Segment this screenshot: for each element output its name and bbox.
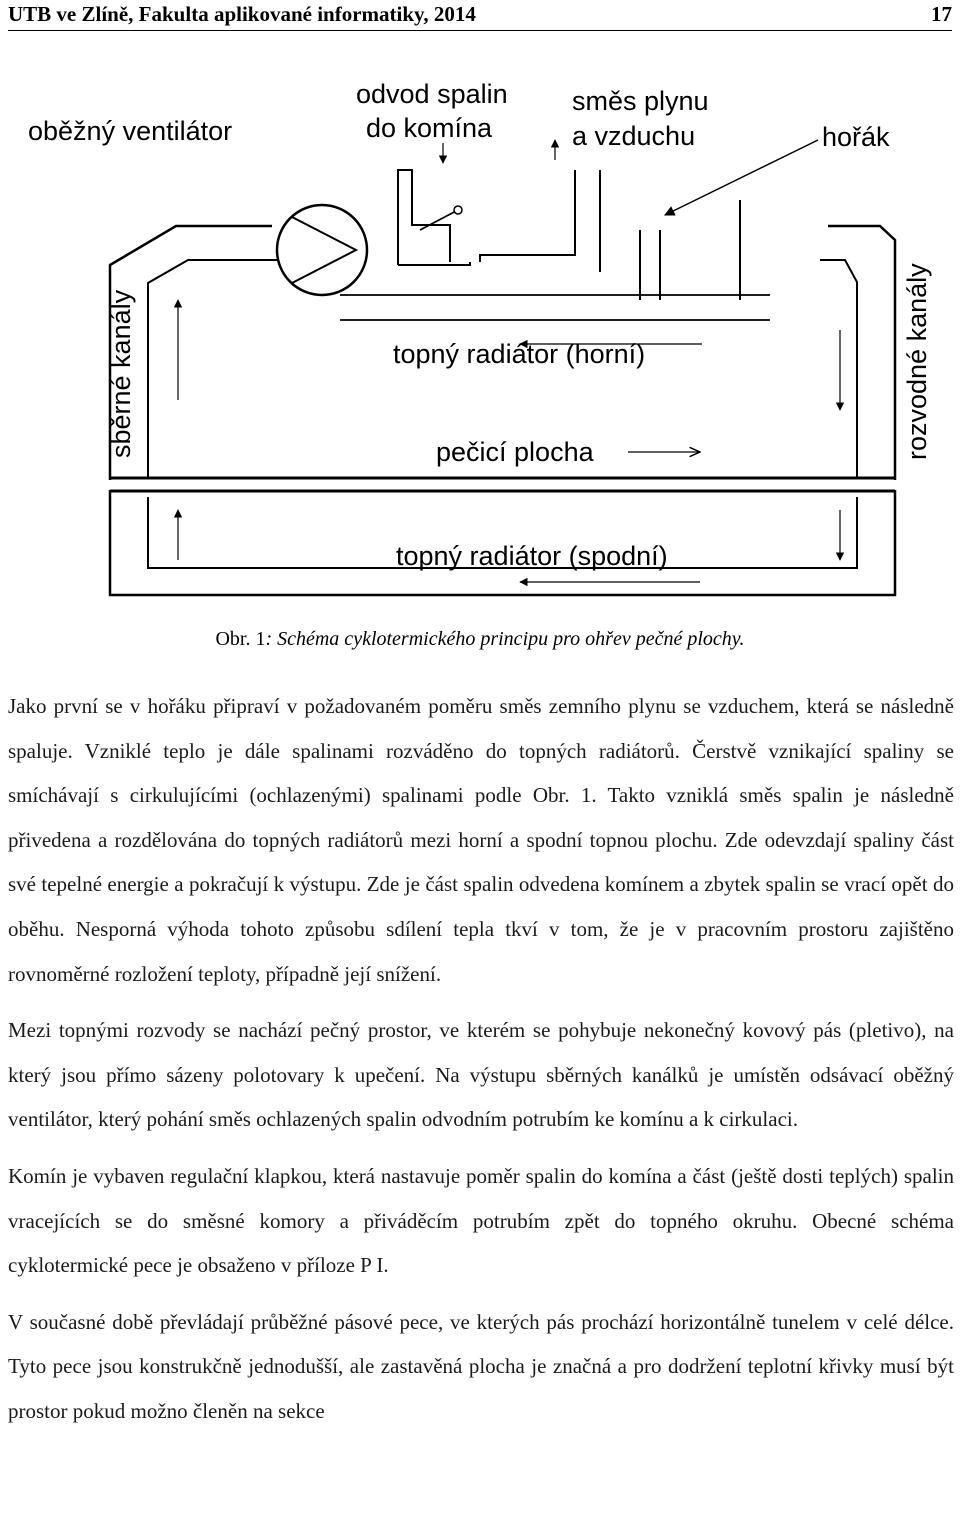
body-text: [8, 684, 954, 1446]
label-fan: oběžný ventilátor: [28, 116, 233, 146]
label-flue-2: do komína: [366, 113, 493, 143]
caption-text: : Schéma cyklotermického principu pro ohřev pečné plochy.: [265, 628, 745, 650]
burner-pipe: [640, 200, 740, 300]
inner-duct-right: [820, 260, 857, 478]
burner-pointer: [665, 140, 818, 215]
label-flue-1: odvod spalin: [356, 79, 508, 109]
damper: [420, 210, 458, 230]
header-title: UTB ve Zlíně, Fakulta aplikované informatiky, 2014: [8, 2, 476, 26]
label-mix-1: směs plynu: [572, 86, 709, 116]
paragraph-3: Komín je vybaven regulační klapkou, která nastavuje poměr spalin do komína a část (ještě dosti teplých) spalin vracejících se do směsné komory a přiváděcím potrubím zpět do topného okruhu. Obecné schéma cyklotermické pece je obsaženo v příloze P I.: [8, 1163, 954, 1278]
paragraph-4: V současné době převládají průběžné pásové pece, ve kterých pás prochází horizontálně tunelem v celé délce. Tyto pece jsou konstrukčně jednodušší, ale zastavěná plocha je značná a pro dodržení teplotní křivky musí být prostor pokud možno členěn na sekce: [8, 1309, 954, 1423]
caption-prefix: Obr. 1: [215, 628, 266, 650]
gas-supply: [480, 170, 600, 272]
inner-duct: [148, 260, 282, 478]
label-distributing: rozvodné kanály: [902, 263, 932, 460]
upper-radiator: [340, 295, 770, 320]
paragraph-2: Mezi topnými rozvody se nachází pečný prostor, ve kterém se pohybuje nekonečný kovový pás (pletivo), na který jsou přímo sázeny polotovary k upečení. Na výstupu sběrných kanálků je umístěn odsávací oběžný ventilátor, který pohání směs ochlazených spalin odvodním potrubím ke komínu a k cirkulaci.: [8, 1018, 954, 1132]
label-mix-2: a vzduchu: [572, 121, 696, 151]
cyclothermic-schematic: [0, 60, 960, 605]
page-header: [8, 0, 952, 31]
label-radiator-bottom: topný radiátor (spodní): [396, 541, 668, 571]
label-radiator-top: topný radiátor (horní): [393, 339, 646, 369]
label-burner: hořák: [822, 122, 890, 152]
fan-circle: [277, 205, 367, 295]
page-number: 17: [931, 2, 952, 26]
label-collecting: sběrné kanály: [106, 289, 136, 458]
label-baking: pečicí plocha: [436, 437, 594, 467]
flue-duct: [398, 170, 470, 265]
outer-duct-right: [828, 226, 895, 480]
figure-caption: [0, 628, 960, 651]
paragraph-1: Jako první se v hořáku připraví v požadovaném poměru směs zemního plynu se vzduchem, která se následně spaluje. Vzniklé teplo je dále spalinami rozváděno do topných radiátorů. Čerstvě vznikající spaliny se smíchávají s cirkulujícími (ochlazenými) spalinami podle Obr. 1. Takto vzniklá směs spalin je následně přivedena a rozdělována do topných radiátorů mezi horní a spodní topnou plochu. Zde odevzdají spaliny část své tepelné energie a pokračují k výstupu. Zde je část spalin odvedena komínem a zbytek spalin se vrací opět do oběhu. Nesporná výhoda tohoto způsobu sdílení tepla tkví v tom, že je v pracovním prostoru zajištěno rovnoměrné rozložení teploty, případně její snížení.: [8, 694, 954, 986]
